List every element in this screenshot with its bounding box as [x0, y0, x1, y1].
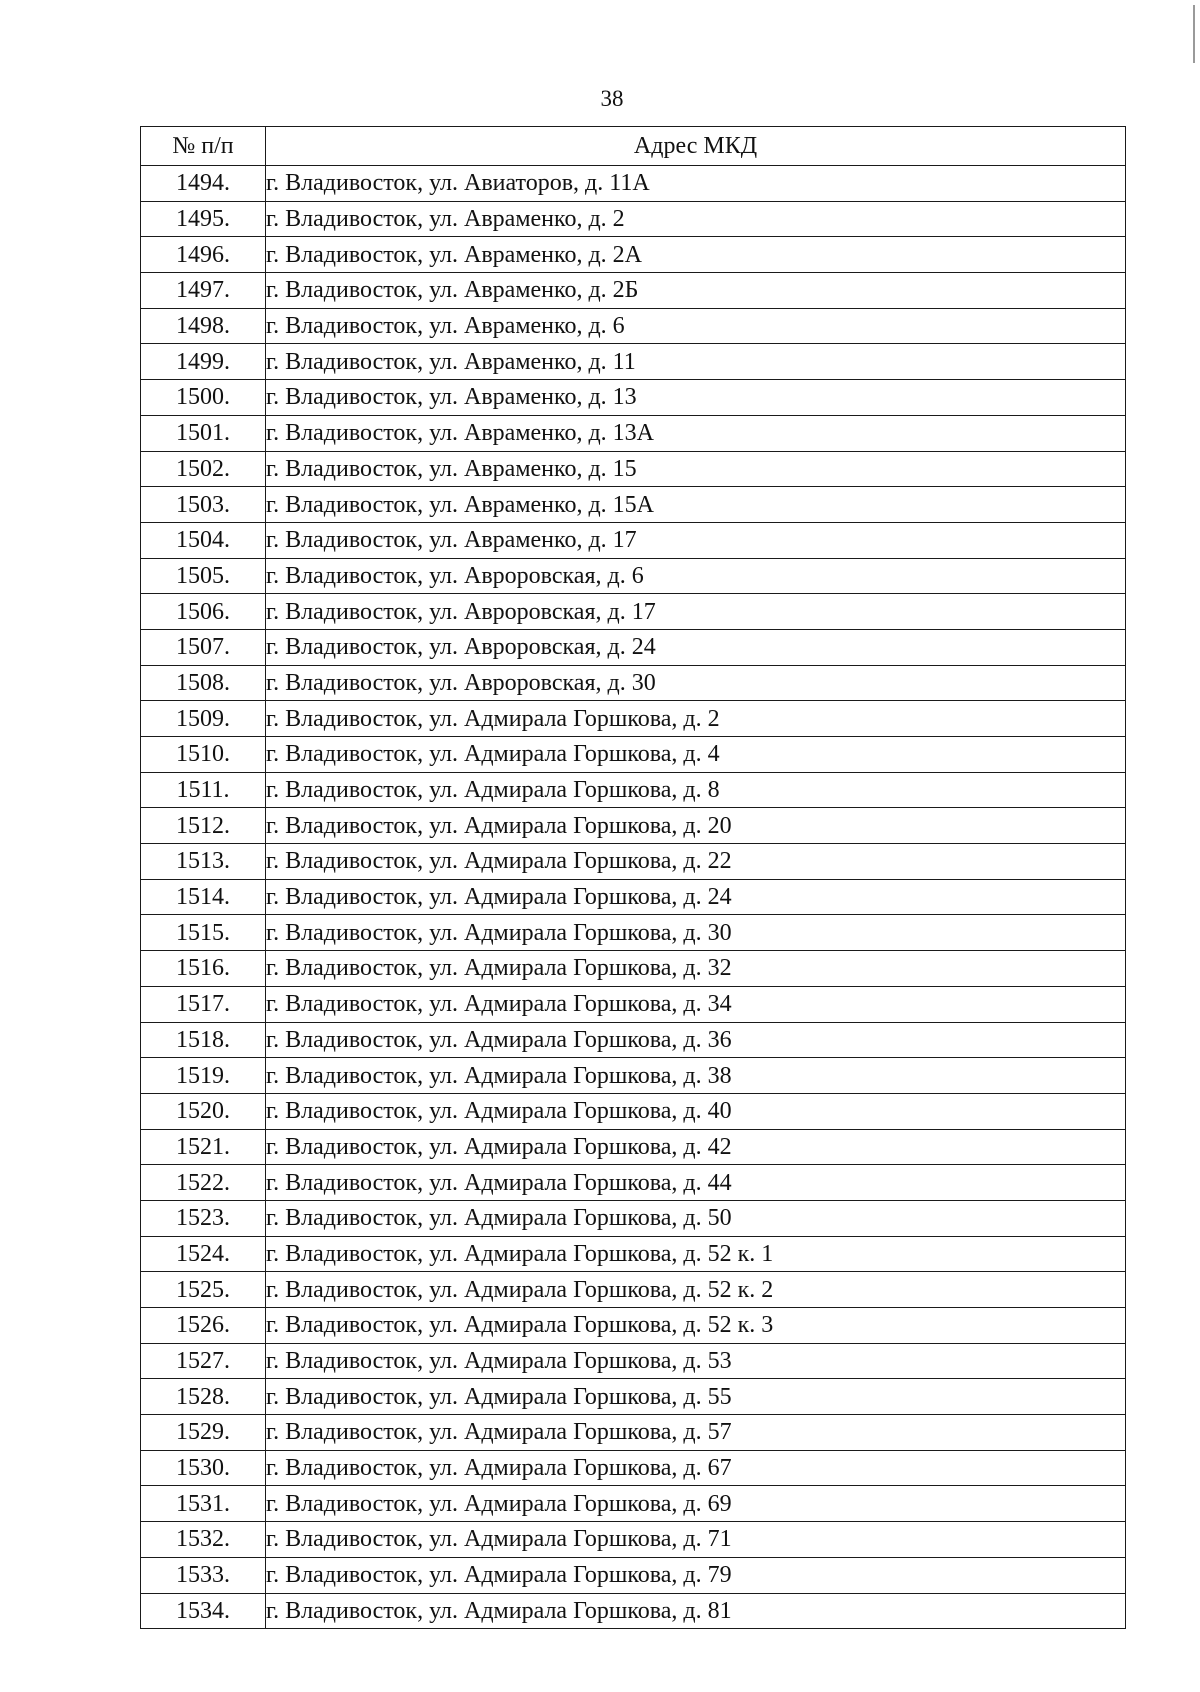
table-row: [141, 844, 1126, 880]
row-number: 1524.: [141, 1236, 266, 1272]
row-address: г. Владивосток, ул. Адмирала Горшкова, д. 67: [266, 1450, 1126, 1486]
row-address: г. Владивосток, ул. Адмирала Горшкова, д. 38: [266, 1058, 1126, 1094]
header-row: [141, 127, 1126, 166]
header-number: № п/п: [141, 127, 266, 166]
table-row: [141, 1022, 1126, 1058]
table-row: [141, 1129, 1126, 1165]
row-address: г. Владивосток, ул. Авраменко, д. 17: [266, 522, 1126, 558]
table-row: [141, 487, 1126, 523]
table-row: [141, 308, 1126, 344]
table-row: [141, 558, 1126, 594]
row-number: 1507.: [141, 629, 266, 665]
row-number: 1512.: [141, 808, 266, 844]
row-address: г. Владивосток, ул. Адмирала Горшкова, д. 24: [266, 879, 1126, 915]
row-address: г. Владивосток, ул. Адмирала Горшкова, д. 81: [266, 1593, 1126, 1629]
row-number: 1529.: [141, 1415, 266, 1451]
table-row: [141, 1450, 1126, 1486]
row-number: 1513.: [141, 844, 266, 880]
table-row: [141, 166, 1126, 202]
row-number: 1505.: [141, 558, 266, 594]
row-address: г. Владивосток, ул. Авраменко, д. 15А: [266, 487, 1126, 523]
row-number: 1511.: [141, 772, 266, 808]
row-address: г. Владивосток, ул. Авраменко, д. 15: [266, 451, 1126, 487]
table-row: [141, 808, 1126, 844]
row-address: г. Владивосток, ул. Авраменко, д. 13А: [266, 415, 1126, 451]
row-address: г. Владивосток, ул. Адмирала Горшкова, д. 30: [266, 915, 1126, 951]
row-address: г. Владивосток, ул. Авраменко, д. 2Б: [266, 273, 1126, 309]
table-row: [141, 1593, 1126, 1629]
table-row: [141, 451, 1126, 487]
row-number: 1519.: [141, 1058, 266, 1094]
table-row: [141, 237, 1126, 273]
row-address: г. Владивосток, ул. Авраменко, д. 13: [266, 380, 1126, 416]
row-number: 1530.: [141, 1450, 266, 1486]
row-address: г. Владивосток, ул. Адмирала Горшкова, д. 44: [266, 1165, 1126, 1201]
row-number: 1528.: [141, 1379, 266, 1415]
row-address: г. Владивосток, ул. Адмирала Горшкова, д. 8: [266, 772, 1126, 808]
table-row: [141, 1557, 1126, 1593]
row-number: 1506.: [141, 594, 266, 630]
table-row: [141, 522, 1126, 558]
table-row: [141, 594, 1126, 630]
row-address: г. Владивосток, ул. Авраменко, д. 11: [266, 344, 1126, 380]
scan-edge-mark: [1193, 5, 1195, 63]
row-number: 1526.: [141, 1308, 266, 1344]
row-address: г. Владивосток, ул. Авроровская, д. 6: [266, 558, 1126, 594]
row-number: 1520.: [141, 1093, 266, 1129]
table-row: [141, 1236, 1126, 1272]
table-row: [141, 737, 1126, 773]
row-number: 1495.: [141, 201, 266, 237]
row-number: 1502.: [141, 451, 266, 487]
row-number: 1516.: [141, 951, 266, 987]
table-row: [141, 1308, 1126, 1344]
row-number: 1534.: [141, 1593, 266, 1629]
row-address: г. Владивосток, ул. Авраменко, д. 6: [266, 308, 1126, 344]
row-address: г. Владивосток, ул. Авиаторов, д. 11А: [266, 166, 1126, 202]
row-number: 1496.: [141, 237, 266, 273]
row-address: г. Владивосток, ул. Авроровская, д. 17: [266, 594, 1126, 630]
row-number: 1514.: [141, 879, 266, 915]
row-number: 1532.: [141, 1522, 266, 1558]
row-address: г. Владивосток, ул. Адмирала Горшкова, д. 52 к. 1: [266, 1236, 1126, 1272]
row-address: г. Владивосток, ул. Адмирала Горшкова, д. 52 к. 3: [266, 1308, 1126, 1344]
row-address: г. Владивосток, ул. Адмирала Горшкова, д. 42: [266, 1129, 1126, 1165]
row-address: г. Владивосток, ул. Адмирала Горшкова, д. 34: [266, 986, 1126, 1022]
table-row: [141, 1272, 1126, 1308]
table-row: [141, 1093, 1126, 1129]
row-number: 1518.: [141, 1022, 266, 1058]
table-row: [141, 201, 1126, 237]
table-row: [141, 915, 1126, 951]
row-address: г. Владивосток, ул. Авроровская, д. 30: [266, 665, 1126, 701]
row-number: 1522.: [141, 1165, 266, 1201]
table-row: [141, 415, 1126, 451]
row-address: г. Владивосток, ул. Адмирала Горшкова, д. 2: [266, 701, 1126, 737]
table-row: [141, 344, 1126, 380]
row-number: 1497.: [141, 273, 266, 309]
row-number: 1527.: [141, 1343, 266, 1379]
table-row: [141, 273, 1126, 309]
row-number: 1510.: [141, 737, 266, 773]
row-address: г. Владивосток, ул. Адмирала Горшкова, д. 79: [266, 1557, 1126, 1593]
page-number: 38: [600, 86, 624, 111]
row-number: 1499.: [141, 344, 266, 380]
row-address: г. Владивосток, ул. Адмирала Горшкова, д. 53: [266, 1343, 1126, 1379]
row-address: г. Владивосток, ул. Адмирала Горшкова, д. 22: [266, 844, 1126, 880]
row-number: 1521.: [141, 1129, 266, 1165]
row-number: 1523.: [141, 1200, 266, 1236]
table-row: [141, 1058, 1126, 1094]
row-number: 1504.: [141, 522, 266, 558]
row-address: г. Владивосток, ул. Адмирала Горшкова, д. 71: [266, 1522, 1126, 1558]
table-row: [141, 1343, 1126, 1379]
row-address: г. Владивосток, ул. Адмирала Горшкова, д. 32: [266, 951, 1126, 987]
row-address: г. Владивосток, ул. Авроровская, д. 24: [266, 629, 1126, 665]
table-row: [141, 772, 1126, 808]
table-row: [141, 380, 1126, 416]
table-header: [141, 127, 1126, 166]
row-address: г. Владивосток, ул. Адмирала Горшкова, д. 50: [266, 1200, 1126, 1236]
table-row: [141, 1379, 1126, 1415]
row-number: 1515.: [141, 915, 266, 951]
table-row: [141, 1165, 1126, 1201]
row-address: г. Владивосток, ул. Адмирала Горшкова, д. 40: [266, 1093, 1126, 1129]
table-row: [141, 665, 1126, 701]
table-row: [141, 1200, 1126, 1236]
table-body: [141, 166, 1126, 1629]
table-row: [141, 986, 1126, 1022]
row-number: 1508.: [141, 665, 266, 701]
row-number: 1501.: [141, 415, 266, 451]
row-number: 1498.: [141, 308, 266, 344]
table-row: [141, 1486, 1126, 1522]
table-row: [141, 951, 1126, 987]
header-address: Адрес МКД: [266, 127, 1126, 166]
table-row: [141, 629, 1126, 665]
row-address: г. Владивосток, ул. Авраменко, д. 2: [266, 201, 1126, 237]
row-number: 1517.: [141, 986, 266, 1022]
row-address: г. Владивосток, ул. Адмирала Горшкова, д. 4: [266, 737, 1126, 773]
row-address: г. Владивосток, ул. Адмирала Горшкова, д. 69: [266, 1486, 1126, 1522]
row-number: 1500.: [141, 380, 266, 416]
row-address: г. Владивосток, ул. Адмирала Горшкова, д. 20: [266, 808, 1126, 844]
table-row: [141, 879, 1126, 915]
table-row: [141, 1522, 1126, 1558]
table-row: [141, 701, 1126, 737]
row-number: 1494.: [141, 166, 266, 202]
row-address: г. Владивосток, ул. Авраменко, д. 2А: [266, 237, 1126, 273]
row-address: г. Владивосток, ул. Адмирала Горшкова, д. 57: [266, 1415, 1126, 1451]
row-number: 1509.: [141, 701, 266, 737]
row-address: г. Владивосток, ул. Адмирала Горшкова, д. 52 к. 2: [266, 1272, 1126, 1308]
row-number: 1533.: [141, 1557, 266, 1593]
table-row: [141, 1415, 1126, 1451]
address-table: [140, 126, 1126, 1629]
row-number: 1503.: [141, 487, 266, 523]
row-address: г. Владивосток, ул. Адмирала Горшкова, д. 55: [266, 1379, 1126, 1415]
row-number: 1525.: [141, 1272, 266, 1308]
row-number: 1531.: [141, 1486, 266, 1522]
row-address: г. Владивосток, ул. Адмирала Горшкова, д. 36: [266, 1022, 1126, 1058]
